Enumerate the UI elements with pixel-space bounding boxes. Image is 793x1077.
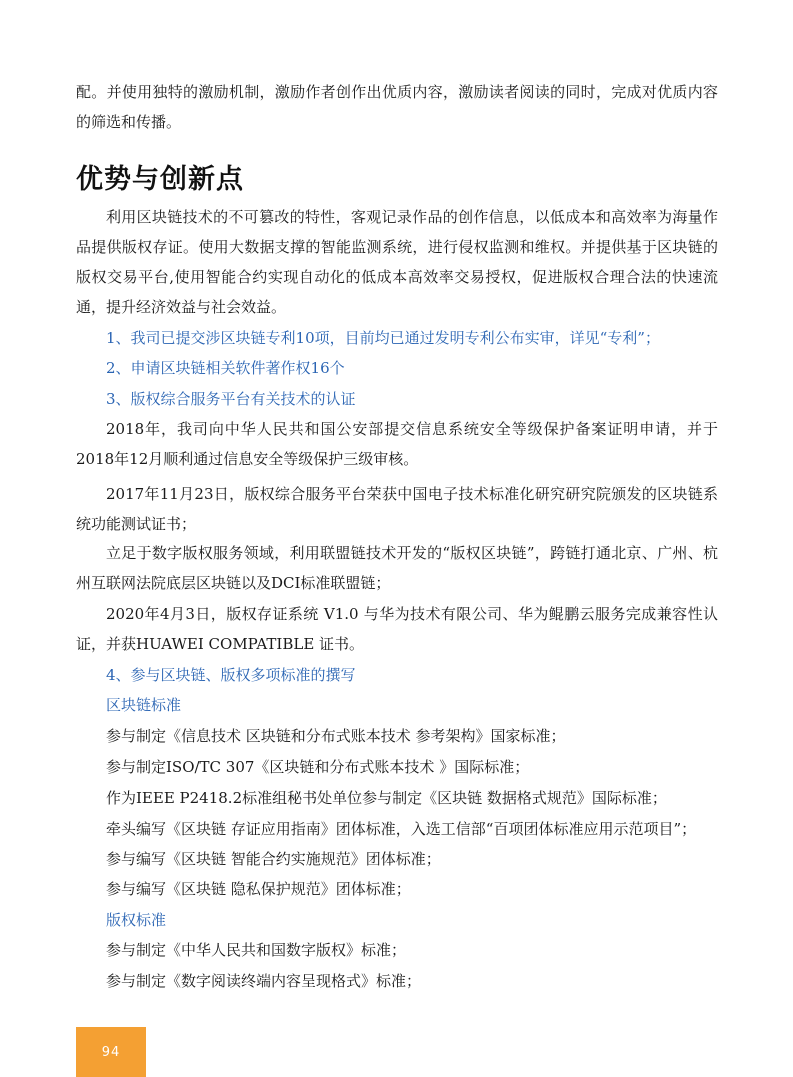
huawei-compatibility-paragraph: 2020年4月3日，版权存证系统 V1.0 与华为技术有限公司、华为鲲鹏云服务完成兼容性认证，并获HUAWEI COMPATIBLE 证书。 [76, 605, 718, 653]
section-title: 优势与创新点 [76, 164, 244, 195]
subheading-copyright-standards: 版权标准 [106, 911, 167, 929]
list-item-software-copyright: 2、申请区块链相关软件著作权16个 [106, 359, 345, 377]
standard-item: 参与编写《区块链 隐私保护规范》团体标准； [106, 880, 411, 898]
standard-item: 参与制定《数字阅读终端内容呈现格式》标准； [106, 972, 422, 990]
standard-item: 参与制定ISO/TC 307《区块链和分布式账本技术 》国际标准； [106, 758, 530, 776]
standard-item: 作为IEEE P2418.2标准组秘书处单位参与制定《区块链 数据格式规范》国际标准； [106, 789, 667, 807]
list-item-patents: 1、我司已提交涉区块链专利10项，目前均已通过发明专利公布实审，详见“专利”； [106, 329, 660, 347]
page-number: 94 [101, 1044, 121, 1060]
list-item-certification: 3、版权综合服务平台有关技术的认证 [106, 390, 356, 408]
security-certification-paragraph: 2018年，我司向中华人民共和国公安部提交信息系统安全等级保护备案证明申请，并于2018年12月顺利通过信息安全等级保护三级审核。 [76, 420, 718, 468]
page-number-badge [76, 1027, 146, 1077]
subheading-blockchain-standards: 区块链标准 [106, 696, 182, 714]
standard-item: 参与制定《中华人民共和国数字版权》标准； [106, 941, 407, 959]
blockchain-test-paragraph: 2017年11月23日，版权综合服务平台荣获中国电子技术标准化研究研究院颁发的区块链系统功能测试证书； [76, 485, 718, 533]
standard-item: 参与编写《区块链 智能合约实施规范》团体标准； [106, 850, 441, 868]
copyright-chain-paragraph: 立足于数字版权服务领域，利用联盟链技术开发的“版权区块链”，跨链打通北京、广州、杭州互联网法院底层区块链以及DCI标准联盟链； [76, 544, 718, 592]
standard-item: 参与制定《信息技术 区块链和分布式账本技术 参考架构》国家标准； [106, 727, 566, 745]
list-item-standards: 4、参与区块链、版权多项标准的撰写 [106, 666, 356, 684]
standard-item: 牵头编写《区块链 存证应用指南》团体标准，入选工信部“百项团体标准应用示范项目”； [106, 820, 697, 838]
overview-paragraph: 利用区块链技术的不可篡改的特性，客观记录作品的创作信息，以低成本和高效率为海量作品提供版权存证。使用大数据支撑的智能监测系统，进行侵权监测和维权。并提供基于区块链的版权交易平台,使用智能合约实现自动化的低成本高效率交易授权，促进版权合理合法的快速流通，提升经济效益与社会效益。 [76, 208, 718, 316]
intro-paragraph: 配。并使用独特的激励机制，激励作者创作出优质内容，激励读者阅读的同时，完成对优质内容的筛选和传播。 [76, 83, 718, 131]
